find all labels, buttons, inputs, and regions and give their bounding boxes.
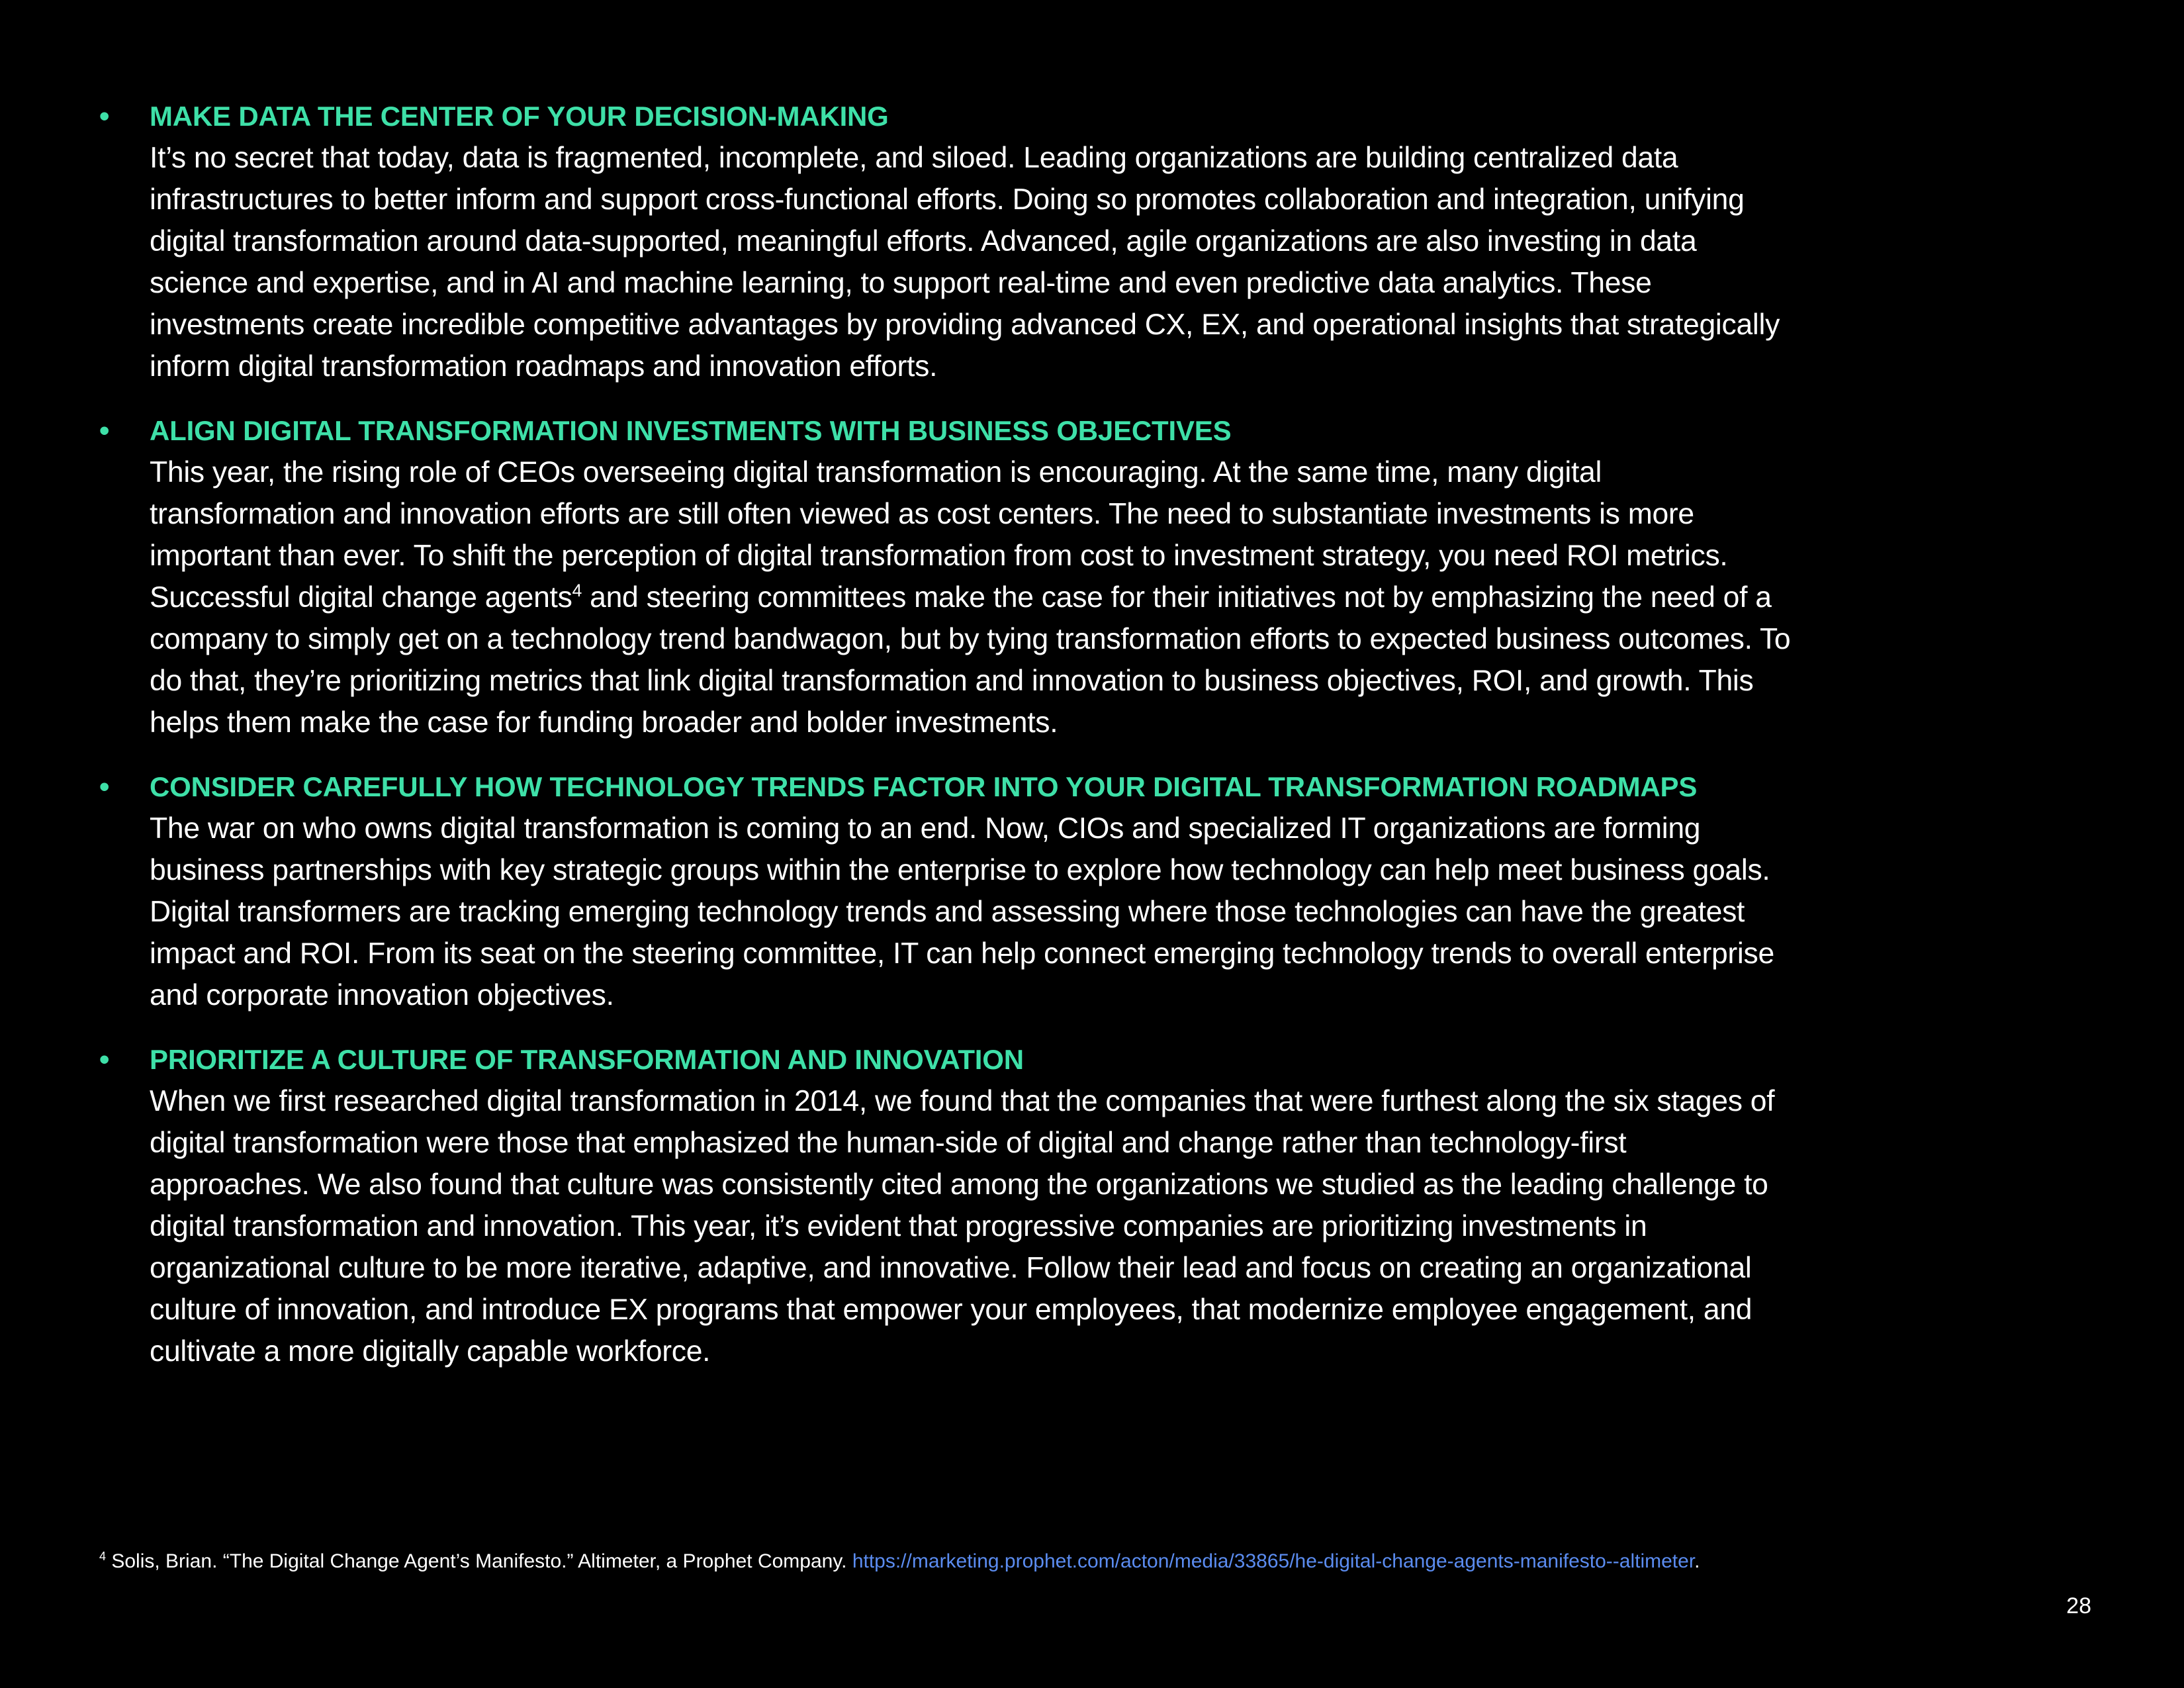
section-heading: CONSIDER CAREFULLY HOW TECHNOLOGY TRENDS FACTOR INTO YOUR DIGITAL TRANSFORMATION ROADMAPS [150,771,1698,802]
section-body-text-part2: and steering committees make the case for their initiatives not by emphasizing the need of a company to simply get on a technology trend bandwagon, but by tying transformation efforts to expected business outcomes. To do that, they’re prioritizing metrics that link digital transformation and innovation to business objectives, ROI, and growth. This helps them make the case for funding broader and bolder investments. [150,581,1791,739]
footnote-text: Solis, Brian. “The Digital Change Agent’s Manifesto.” Altimeter, a Prophet Company. [106,1550,852,1572]
bullet-icon: • [99,414,110,447]
section-technology-trends [99,766,1794,1016]
page-number: 28 [2066,1593,2091,1618]
footnote-number: 4 [99,1550,107,1563]
bullet-icon: • [99,771,110,803]
section-align-investments [99,410,1794,743]
section-heading: ALIGN DIGITAL TRANSFORMATION INVESTMENTS WITH BUSINESS OBJECTIVES [150,415,1232,446]
section-body: When we first researched digital transformation in 2014, we found that the companies that were furthest along the six stages of digital transformation were those that emphasized the human-side of digital and change rather than technology-first approaches. We also found that culture was consistently cited among the organizations we studied as the leading challenge to digital transformation and innovation. This year, it’s evident that progressive companies are prioritizing investments in organizational culture to be more iterative, adaptive, and innovative. Follow their lead and focus on creating an organizational culture of innovation, and introduce EX programs that empower your employees, that modernize employee engagement, and cultivate a more digitally capable workforce. [150,1085,1775,1368]
footnote-link[interactable]: https://marketing.prophet.com/acton/media/33865/he-digital-change-agents-manifesto--altimeter [852,1550,1695,1572]
footnote-trailing: . [1694,1550,1700,1572]
footnote [99,1550,2085,1573]
bullet-icon: • [99,100,110,132]
section-culture-innovation [99,1039,1794,1372]
section-heading: PRIORITIZE A CULTURE OF TRANSFORMATION AND INNOVATION [150,1044,1024,1075]
section-body: It’s no secret that today, data is fragmented, incomplete, and siloed. Leading organizations are building centralized data infrastructures to better inform and support cross-functional efforts. Doing so promotes collaboration and integration, unifying digital transformation around data-supported, meaningful efforts. Advanced, agile organizations are also investing in data science and expertise, and in AI and machine learning, to support real-time and even predictive data analytics. These investments create incredible competitive advantages by providing advanced CX, EX, and operational insights that strategically inform digital transformation roadmaps and innovation efforts. [150,142,1780,383]
section-body-text-part1: This year, the rising role of CEOs overseeing digital transformation is encouraging. At the same time, many digital transformation and innovation efforts are still often viewed as cost centers. The need to substantiate investments is more important than ever. To shift the perception of digital transformation from cost to investment strategy, you need ROI metrics. Successful digital change agents [150,456,1728,614]
section-body: The war on who owns digital transformation is coming to an end. Now, CIOs and specialized IT organizations are forming business partnerships with key strategic groups within the enterprise to explore how technology can help meet business goals. Digital transformers are tracking emerging technology trends and assessing where those technologies can have the greatest impact and ROI. From its seat on the steering committee, IT can help connect emerging technology trends to overall enterprise and corporate innovation objectives. [150,812,1774,1011]
section-data-decision-making [99,95,1794,387]
main-content [99,95,1794,1395]
section-heading: MAKE DATA THE CENTER OF YOUR DECISION-MAKING [150,101,889,132]
bullet-icon: • [99,1043,110,1076]
footnote-reference: 4 [572,581,582,601]
section-body [150,451,1794,743]
